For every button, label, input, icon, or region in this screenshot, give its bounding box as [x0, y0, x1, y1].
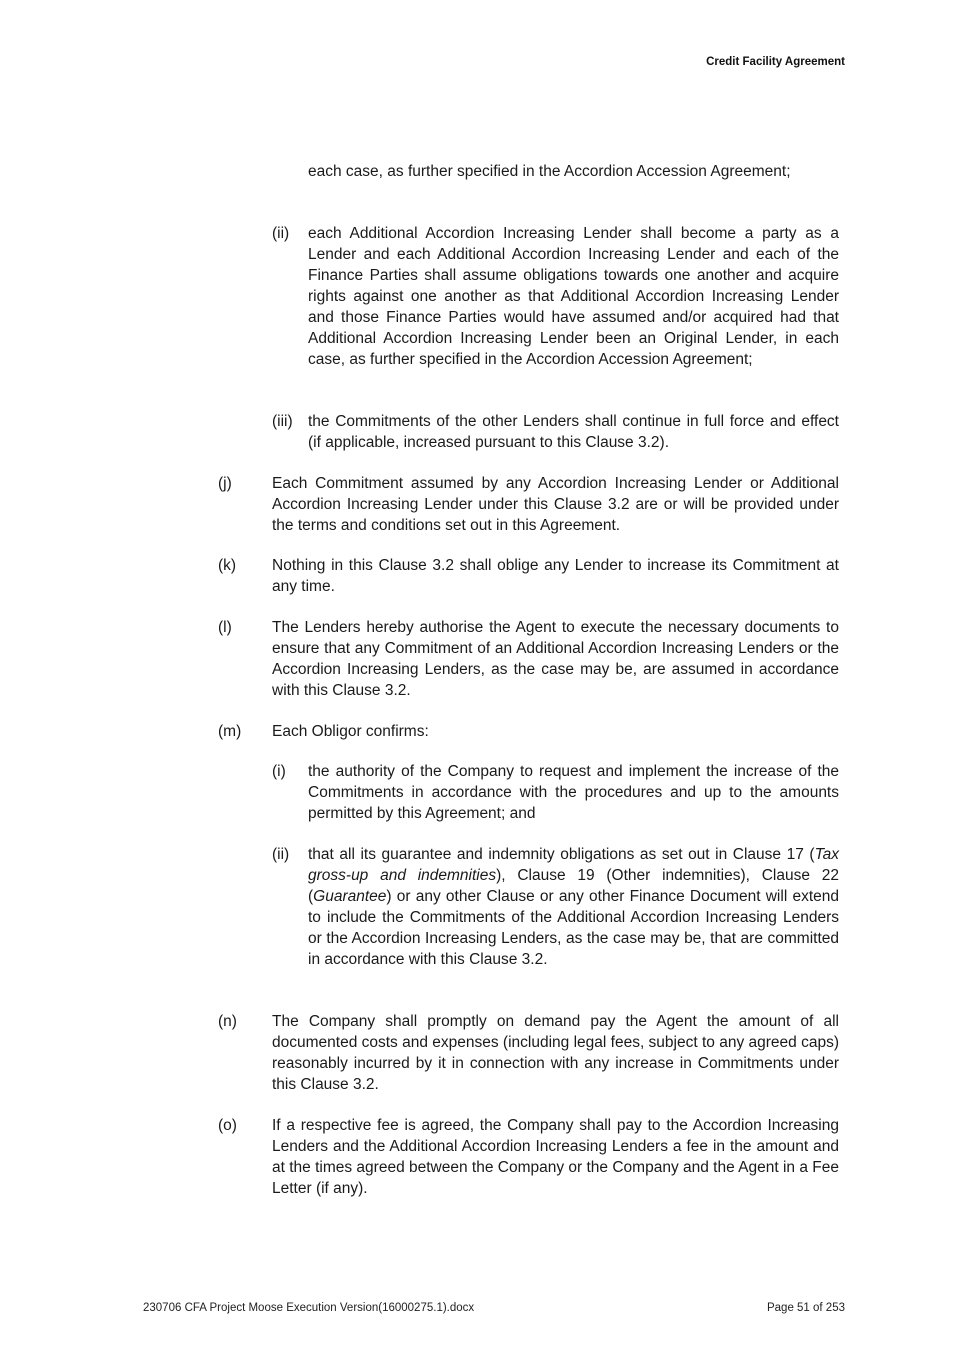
clause-k — [218, 555, 839, 597]
text-segment: ), Clause 19 (Other indemnities), Clause 22 ( — [308, 867, 839, 905]
clause-text: The Company shall promptly on demand pay the Agent the amount of all documented costs and expenses (including legal fees, subject to any agreed caps) reasonably incurred by it in connection with any increase in Commitments under this Clause 3.2. — [272, 1013, 839, 1093]
sub-item-iii — [272, 411, 839, 453]
italic-clause-title: Guarantee — [313, 888, 387, 905]
clause-j — [218, 473, 839, 536]
clause-m — [218, 721, 839, 742]
continuation-paragraph: each case, as further specified in the Accordion Accession Agreement; — [308, 163, 791, 180]
clause-o — [218, 1115, 839, 1199]
clause-l — [218, 617, 839, 701]
italic-clause-title: Tax gross-up and indemnities — [308, 846, 839, 884]
sub-item-text — [308, 844, 839, 970]
sub-item-label: (iii) — [272, 413, 293, 430]
clause-n — [218, 1011, 839, 1095]
clause-label: (l) — [218, 619, 232, 636]
clause-text: Each Commitment assumed by any Accordion Increasing Lender or Additional Accordion Increasing Lender under this Clause 3.2 are or will be provided under the terms and conditions set out in this Agreement. — [272, 475, 839, 534]
sub-item-label: (ii) — [272, 225, 290, 242]
clause-text: If a respective fee is agreed, the Company shall pay to the Accordion Increasing Lenders and the Additional Accordion Increasing Lenders a fee in the amount and at the times agreed between the Company or the Company and the Agent in a Fee Letter (if any). — [272, 1117, 839, 1197]
sub-item-text: the Commitments of the other Lenders shall continue in full force and effect (if applicable, increased pursuant to this Clause 3.2). — [308, 413, 839, 451]
text-segment: ) or any other Clause or any other Finance Document will extend to include the Commitments of the Additional Accordion Increasing Lenders or the Accordion Increasing Lenders, as the case may be, that are committed in accordance with this Clause 3.2. — [308, 888, 839, 968]
clause-label: (j) — [218, 475, 232, 492]
clause-label: (n) — [218, 1013, 237, 1030]
sub-item-label: (i) — [272, 763, 286, 780]
clause-label: (k) — [218, 557, 237, 574]
footer-file-name: 230706 CFA Project Moose Execution Version(16000275.1).docx — [143, 1302, 475, 1314]
clause-text: Nothing in this Clause 3.2 shall oblige any Lender to increase its Commitment at any time. — [272, 557, 839, 595]
header-title: Credit Facility Agreement — [706, 56, 845, 68]
m-sub-item-ii — [272, 844, 839, 970]
clause-text: Each Obligor confirms: — [272, 723, 429, 740]
clause-text: The Lenders hereby authorise the Agent to execute the necessary documents to ensure that any Commitment of an Additional Accordion Increasing Lenders or the Accordion Increasing Lenders, as the case may be, are assumed in accordance with this Clause 3.2. — [272, 619, 839, 699]
m-sub-item-i — [272, 761, 839, 824]
sub-item-label: (ii) — [272, 846, 290, 863]
sub-item-ii — [272, 223, 839, 370]
sub-item-text: the authority of the Company to request and implement the increase of the Commitments in accordance with the procedures and up to the amounts permitted by this Agreement; and — [308, 763, 839, 822]
clause-label: (m) — [218, 723, 242, 740]
sub-item-text: each Additional Accordion Increasing Lender shall become a party as a Lender and each Additional Accordion Increasing Lender and each of the Finance Parties shall assume obligations towards one another and acquire rights against one another as that Additional Accordion Increasing Lender and those Finance Parties would have assumed and/or acquired had that Additional Accordion Increasing Lender been an Original Lender, in each case, as further specified in the Accordion Accession Agreement; — [308, 225, 839, 368]
text-segment: that all its guarantee and indemnity obligations as set out in Clause 17 ( — [308, 846, 815, 863]
footer-page-number: Page 51 of 253 — [766, 1302, 845, 1314]
clause-label: (o) — [218, 1117, 237, 1134]
